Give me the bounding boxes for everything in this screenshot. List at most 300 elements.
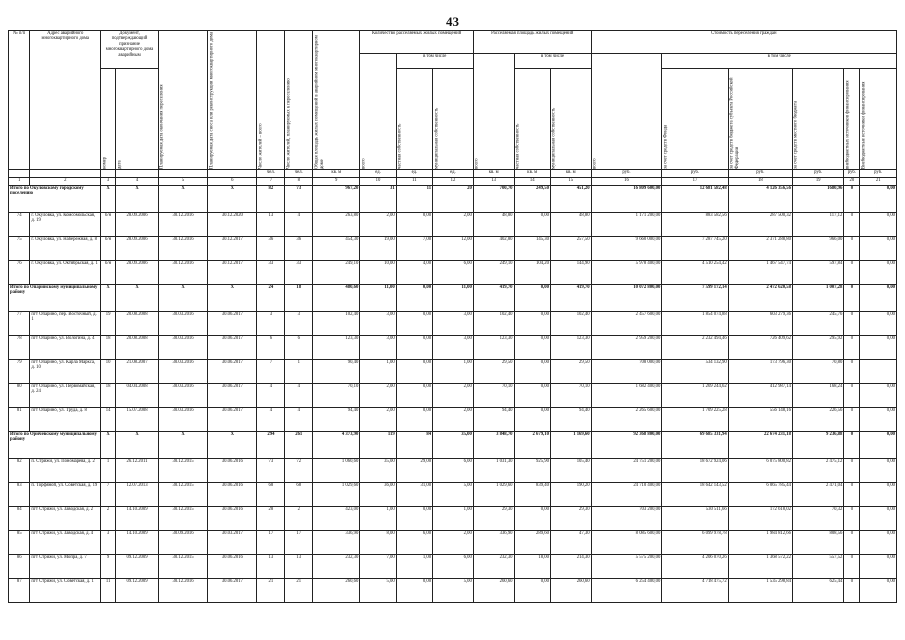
table-cell: 6 099 978,78 xyxy=(662,531,728,555)
table-cell: 7 287 745,20 xyxy=(662,237,728,261)
table-cell: 77 xyxy=(9,312,30,336)
table-cell: 967,20 xyxy=(313,186,360,213)
table-cell: X xyxy=(208,186,257,213)
column-number-cell: 3 xyxy=(101,178,116,186)
table-cell: 1 709 225,28 xyxy=(662,408,728,432)
table-cell: 6 075 800,82 xyxy=(728,459,792,483)
table-cell: 419,70 xyxy=(550,285,591,312)
column-number-cell: 1 xyxy=(9,178,30,186)
table-cell: 419,70 xyxy=(473,285,514,312)
col-cost-extra2-header: Внебюджетные источники финансирования xyxy=(860,69,897,170)
table-cell: X xyxy=(208,432,257,459)
table-cell: 1 854 074,88 xyxy=(662,312,728,336)
table-cell: 3 xyxy=(257,312,285,336)
table-cell: б/н xyxy=(101,237,116,261)
table-cell: 30.12.2016 xyxy=(158,213,207,237)
table-cell: 0,00 xyxy=(860,336,897,360)
unit-cell: чел. xyxy=(285,170,313,178)
table-cell: 10,00 xyxy=(360,261,396,285)
table-cell: 73 xyxy=(285,186,313,213)
table-cell: 0,00 xyxy=(396,408,432,432)
table-cell: 5,00 xyxy=(433,579,474,603)
unit-cell: кв. м xyxy=(473,170,514,178)
table-cell: 336,90 xyxy=(473,531,514,555)
col-count-municipal-header: муниципальная собственность xyxy=(433,69,474,170)
table-cell: 402,80 xyxy=(473,237,514,261)
table-cell: 70,10 xyxy=(550,384,591,408)
table-cell: 2 232 494,46 xyxy=(662,336,728,360)
table-cell: 29,50 xyxy=(473,360,514,384)
col-cost-fund-header: за счет средств Фонда xyxy=(662,69,728,170)
table-cell: 839,40 xyxy=(514,483,550,507)
table-cell: 30.09.2016 xyxy=(158,531,207,555)
table-cell: 2 471,04 xyxy=(792,483,843,507)
table-cell: 0,00 xyxy=(396,336,432,360)
table-cell: 30.12.2017 xyxy=(208,261,257,285)
table-cell: 29,00 xyxy=(396,459,432,483)
table-cell: 1 029,60 xyxy=(473,483,514,507)
table-cell: 3,00 xyxy=(433,312,474,336)
table-cell: 117,12 xyxy=(792,213,843,237)
table-cell: 1,00 xyxy=(433,360,474,384)
table-cell: 11,00 xyxy=(360,285,396,312)
table-cell: 18 xyxy=(285,285,313,312)
table-cell: 14.10.2009 xyxy=(116,507,159,531)
unit-cell: ед. xyxy=(360,170,396,178)
table-cell: пгт Стрижи, ул. Мопра, д. 7 xyxy=(30,555,101,579)
table-cell: 24 710 400,00 xyxy=(591,483,662,507)
table-cell: 0,00 xyxy=(396,312,432,336)
table-cell: 1 535 298,84 xyxy=(728,579,792,603)
table-row xyxy=(9,237,897,261)
table-cell: 7,00 xyxy=(360,555,396,579)
table-cell: 2,00 xyxy=(433,531,474,555)
table-cell: 0,00 xyxy=(860,213,897,237)
table-cell: 21 xyxy=(285,579,313,603)
table-cell: 4,00 xyxy=(396,261,432,285)
table-cell: пгт Опарино, пер. Восточный, д. 1 xyxy=(30,312,101,336)
table-cell: 0,00 xyxy=(396,360,432,384)
table-cell: 12,00 xyxy=(433,237,474,261)
table-cell: 703 200,00 xyxy=(591,507,662,531)
column-number-cell: 7 xyxy=(257,178,285,186)
table-cell: Итого по Окуловскому городскому поселению xyxy=(9,186,101,213)
table-cell: 30.06.2016 xyxy=(208,459,257,483)
table-cell: 4 126 356,56 xyxy=(728,186,792,213)
table-cell: 0,00 xyxy=(514,285,550,312)
unit-cell xyxy=(30,170,101,178)
table-cell: 36 xyxy=(257,237,285,261)
table-cell: 18 xyxy=(101,336,116,360)
table-cell: 11 xyxy=(101,579,116,603)
table-cell: 30.03.2016 xyxy=(158,384,207,408)
table-cell: пгт Опарино, ул. Первомайская, д. 24 xyxy=(30,384,101,408)
table-cell: 0,00 xyxy=(860,555,897,579)
unit-cell: руб. xyxy=(792,170,843,178)
table-cell: 14 xyxy=(101,408,116,432)
table-cell: 0,00 xyxy=(860,507,897,531)
table-cell: 11 xyxy=(396,186,432,213)
table-cell: 123,30 xyxy=(473,336,514,360)
column-number-cell: 16 xyxy=(591,178,662,186)
table-cell: 260,60 xyxy=(550,579,591,603)
table-cell: 09.12.2009 xyxy=(116,555,159,579)
column-number-cell: 11 xyxy=(396,178,432,186)
count-incl-header: в том числе xyxy=(396,54,473,69)
table-cell: 3,00 xyxy=(360,312,396,336)
table-cell: г. Окуловка, ул. Комсомольская, д. 19 xyxy=(30,213,101,237)
table-cell: 1 031,30 xyxy=(473,459,514,483)
table-cell: 289,60 xyxy=(514,531,550,555)
table-cell: 4 373,90 xyxy=(313,432,360,459)
table-cell: 21.08.2007 xyxy=(116,360,159,384)
table-cell: 73 xyxy=(257,459,285,483)
table-row xyxy=(9,261,897,285)
table-cell: 69 685 331,94 xyxy=(662,432,728,459)
table-cell: 17 xyxy=(257,531,285,555)
table-cell: 119 xyxy=(360,432,396,459)
table-row xyxy=(9,384,897,408)
table-cell: 6,00 xyxy=(396,531,432,555)
table-cell: 4 510 254,42 xyxy=(662,261,728,285)
table-cell: 4 xyxy=(257,408,285,432)
col-cost-total-header: всего xyxy=(591,54,662,170)
table-cell: 04.04.2008 xyxy=(116,384,159,408)
table-cell: 30.12.2017 xyxy=(208,237,257,261)
table-cell: 0 xyxy=(844,360,860,384)
table-cell: 1 269 244,62 xyxy=(662,384,728,408)
table-cell: 451,20 xyxy=(550,186,591,213)
unit-cell xyxy=(116,170,159,178)
subtotal-row xyxy=(9,432,897,459)
table-cell: 24 xyxy=(257,285,285,312)
table-cell: 0,00 xyxy=(860,285,897,312)
table-cell: 173 796,30 xyxy=(728,360,792,384)
table-cell: 30.03.2016 xyxy=(158,336,207,360)
table-cell: 30.12.2016 xyxy=(158,237,207,261)
unit-cell: руб. xyxy=(860,170,897,178)
col-area-private-header: частная собственность xyxy=(514,69,550,170)
table-cell: 0 xyxy=(844,186,860,213)
table-cell: 28.09.2006 xyxy=(116,237,159,261)
table-cell: X xyxy=(158,186,207,213)
table-cell: 0,00 xyxy=(860,579,897,603)
subtotal-row xyxy=(9,186,897,213)
table-cell: 13 xyxy=(257,213,285,237)
col-demolition-date-header: Планируемая дата сноса или реконструкции многоквартирного дома xyxy=(208,31,257,170)
table-cell: 31,00 xyxy=(396,483,432,507)
table-cell: X xyxy=(116,432,159,459)
table-cell: 6 xyxy=(257,336,285,360)
table-cell: 15.07.2008 xyxy=(116,408,159,432)
table-cell: 625,44 xyxy=(792,579,843,603)
table-cell: 5,00 xyxy=(433,483,474,507)
table-cell: Итого по Оричевскому муниципальному району xyxy=(9,432,101,459)
unit-cell: чел. xyxy=(257,170,285,178)
column-number-cell: 15 xyxy=(550,178,591,186)
table-cell: 123,30 xyxy=(550,336,591,360)
table-cell: X xyxy=(116,285,159,312)
resettlement-table xyxy=(8,30,897,603)
table-cell: пгт Опарино, ул. Карла Маркса, д. 10 xyxy=(30,360,101,384)
table-cell: X xyxy=(158,285,207,312)
table-cell: 29,30 xyxy=(473,507,514,531)
table-cell: 1680,96 xyxy=(792,186,843,213)
table-cell: 249,50 xyxy=(514,186,550,213)
table-cell: 1 984 812,66 xyxy=(728,531,792,555)
table-cell: 0,00 xyxy=(860,237,897,261)
table-cell: 123,30 xyxy=(313,336,360,360)
column-numbers-row xyxy=(9,178,897,186)
table-cell: 4 xyxy=(285,213,313,237)
table-cell: б/н xyxy=(101,261,116,285)
table-cell: X xyxy=(158,432,207,459)
table-cell: 2,00 xyxy=(433,408,474,432)
table-cell: Итого по Опаринскому муниципальному району xyxy=(9,285,101,312)
table-cell: 30.12.2015 xyxy=(158,507,207,531)
table-cell: б/н xyxy=(101,213,116,237)
table-cell: г. Окуловка, ул. Октябрьская, д. 1 xyxy=(30,261,101,285)
table-cell: 28.09.2006 xyxy=(116,213,159,237)
table-cell: пгт Опарино, ул. Труда, д. 8 xyxy=(30,408,101,432)
table-cell: 8,00 xyxy=(360,531,396,555)
table-cell: 1,00 xyxy=(396,555,432,579)
table-cell: 966,00 xyxy=(792,237,843,261)
table-cell: 24 751 200,00 xyxy=(591,459,662,483)
table-cell: 30.06.2017 xyxy=(208,312,257,336)
table-cell: 1 029,60 xyxy=(313,483,360,507)
table-cell: 2,00 xyxy=(433,384,474,408)
col-count-private-header: частная собственность xyxy=(396,69,432,170)
table-cell: 84 xyxy=(396,432,432,459)
table-cell: 20.08.2008 xyxy=(116,336,159,360)
table-cell: 30.03.2016 xyxy=(158,408,207,432)
table-cell: 20 xyxy=(433,186,474,213)
table-cell: 245,76 xyxy=(792,312,843,336)
table-cell: 30.12.2020 xyxy=(208,213,257,237)
table-cell: 22 674 231,18 xyxy=(728,432,792,459)
unit-cell: руб. xyxy=(728,170,792,178)
column-number-cell: 20 xyxy=(844,178,860,186)
table-cell: 90,40 xyxy=(313,360,360,384)
table-cell: 1,00 xyxy=(360,360,396,384)
table-cell: 0 xyxy=(844,483,860,507)
table-cell: 294 xyxy=(257,432,285,459)
table-cell: X xyxy=(116,186,159,213)
table-cell: 3,00 xyxy=(433,336,474,360)
table-cell: 09.12.2009 xyxy=(116,579,159,603)
table-cell: 5,00 xyxy=(360,579,396,603)
table-cell: 105,40 xyxy=(550,459,591,483)
table-cell: 86 xyxy=(9,555,30,579)
table-cell: 1,00 xyxy=(433,507,474,531)
table-cell: 5 978 400,00 xyxy=(591,261,662,285)
group-area-header: Расселяемая площадь жилых помещений xyxy=(473,31,591,54)
table-cell: 700,70 xyxy=(473,186,514,213)
table-cell: 2 472 620,58 xyxy=(728,285,792,312)
table-cell: 8 085 600,00 xyxy=(591,531,662,555)
column-number-cell: 5 xyxy=(158,178,207,186)
column-number-cell: 17 xyxy=(662,178,728,186)
table-cell: 5 575 200,00 xyxy=(591,555,662,579)
table-cell: 2 xyxy=(285,507,313,531)
table-cell: 2 475,12 xyxy=(792,459,843,483)
table-cell: 94,40 xyxy=(313,408,360,432)
table-cell: 336,90 xyxy=(313,531,360,555)
table-cell: 68 xyxy=(285,483,313,507)
table-cell: 261 xyxy=(285,432,313,459)
table-cell: 3 848,70 xyxy=(473,432,514,459)
table-row xyxy=(9,459,897,483)
column-number-cell: 18 xyxy=(728,178,792,186)
table-cell: 6 254 400,00 xyxy=(591,579,662,603)
unit-cell xyxy=(9,170,30,178)
table-cell: 808,56 xyxy=(792,531,843,555)
table-cell: 0,00 xyxy=(396,213,432,237)
table-row xyxy=(9,579,897,603)
table-cell: 4 206 070,26 xyxy=(662,555,728,579)
table-cell: 16 809 600,00 xyxy=(591,186,662,213)
table-cell: п. Стрижи, ул. Пономарева, д. 2 xyxy=(30,459,101,483)
table-cell: 0 xyxy=(844,579,860,603)
table-cell: 480,60 xyxy=(313,285,360,312)
col-address-header: Адрес аварийного многоквартирного дома xyxy=(30,31,101,170)
table-cell: 30.12.2015 xyxy=(158,555,207,579)
table-cell: 423,00 xyxy=(313,507,360,531)
table-cell: X xyxy=(101,186,116,213)
table-cell: 31 xyxy=(360,186,396,213)
unit-cell: кв. м xyxy=(550,170,591,178)
table-row xyxy=(9,213,897,237)
table-cell: 70,32 xyxy=(792,507,843,531)
table-cell: 0 xyxy=(844,384,860,408)
table-cell: пгт Стрижи, ул. Заводская, д. 2 xyxy=(30,507,101,531)
table-cell: 1 xyxy=(101,459,116,483)
table-cell: 72 xyxy=(285,459,313,483)
table-cell: 87 xyxy=(9,579,30,603)
table-cell: 13 xyxy=(257,555,285,579)
table-cell: 82 xyxy=(257,186,285,213)
table-cell: 0,00 xyxy=(396,384,432,408)
table-cell: 0 xyxy=(844,408,860,432)
table-cell: 48,80 xyxy=(473,213,514,237)
table-cell: 76 xyxy=(9,261,30,285)
col-cost-local-header: за счет средств местного бюджета xyxy=(792,69,843,170)
table-cell: 81 xyxy=(9,408,30,432)
table-cell: 35,00 xyxy=(433,432,474,459)
table-cell: 214,30 xyxy=(550,555,591,579)
table-cell: 0,00 xyxy=(860,312,897,336)
table-cell: 7 xyxy=(257,360,285,384)
table-cell: 2 265 600,00 xyxy=(591,408,662,432)
table-cell: 2,00 xyxy=(360,384,396,408)
table-cell: 0,00 xyxy=(860,483,897,507)
table-cell: 1 007,28 xyxy=(792,285,843,312)
table-cell: 7,00 xyxy=(396,237,432,261)
table-cell: 1 xyxy=(285,360,313,384)
col-doc-date-header: дата xyxy=(116,69,159,170)
col-resettled-header: Число жителей, планируемых к переселению xyxy=(285,31,313,170)
table-cell: 226,56 xyxy=(792,408,843,432)
table-cell: 557,52 xyxy=(792,555,843,579)
table-cell: 144,90 xyxy=(550,261,591,285)
unit-cell xyxy=(158,170,207,178)
table-cell: 12 681 582,48 xyxy=(662,186,728,213)
column-number-cell: 6 xyxy=(208,178,257,186)
table-cell: 883 582,56 xyxy=(662,213,728,237)
table-cell: 2,00 xyxy=(360,213,396,237)
table-cell: 145,30 xyxy=(514,237,550,261)
table-cell: 2 457 600,00 xyxy=(591,312,662,336)
table-cell: 925,90 xyxy=(514,459,550,483)
table-cell: 102,40 xyxy=(473,312,514,336)
table-cell: 597,84 xyxy=(792,261,843,285)
table-row xyxy=(9,360,897,384)
unit-cell: руб. xyxy=(591,170,662,178)
table-cell: 36,00 xyxy=(360,483,396,507)
table-cell: 4 xyxy=(285,384,313,408)
table-cell: 10 xyxy=(101,360,116,384)
table-cell: 14.10.2009 xyxy=(116,531,159,555)
table-cell: 0,00 xyxy=(860,186,897,213)
col-area-municipal-header: муниципальная собственность xyxy=(550,69,591,170)
table-cell: пгт Опарино, ул. Вологина, д. 4 xyxy=(30,336,101,360)
table-cell: 30.06.2016 xyxy=(208,483,257,507)
table-cell: 0,00 xyxy=(860,384,897,408)
table-cell: 0 xyxy=(844,237,860,261)
table-cell: 30.06.2017 xyxy=(208,336,257,360)
table-cell: 29,50 xyxy=(550,360,591,384)
table-cell: 70,10 xyxy=(313,384,360,408)
col-doc-number-header: номер xyxy=(101,69,116,170)
table-cell: 47,30 xyxy=(550,531,591,555)
table-cell: 0 xyxy=(844,285,860,312)
table-cell: 82 xyxy=(9,459,30,483)
col-cost-extra-header: внебюджетных источников финансирования xyxy=(844,69,860,170)
table-cell: 30.12.2015 xyxy=(158,483,207,507)
unit-cell: кв. м xyxy=(514,170,550,178)
table-cell: 6,00 xyxy=(433,555,474,579)
column-number-cell: 10 xyxy=(360,178,396,186)
table-cell: 0,00 xyxy=(860,531,897,555)
table-cell: 6 065 785,44 xyxy=(728,483,792,507)
table-cell: 708 000,00 xyxy=(591,360,662,384)
table-cell: 530 511,66 xyxy=(662,507,728,531)
table-cell: 0,00 xyxy=(396,579,432,603)
col-area-total-header: всего xyxy=(473,54,514,170)
table-row xyxy=(9,507,897,531)
table-cell: 0 xyxy=(844,507,860,531)
table-cell: 0,00 xyxy=(514,507,550,531)
table-cell: 104,20 xyxy=(514,261,550,285)
column-number-cell: 9 xyxy=(313,178,360,186)
table-cell: X xyxy=(208,285,257,312)
unit-cell: ед. xyxy=(396,170,432,178)
table-cell: 263,80 xyxy=(313,213,360,237)
table-cell: 18 642 143,52 xyxy=(662,483,728,507)
table-cell: 30.03.2016 xyxy=(158,312,207,336)
table-cell: 168,24 xyxy=(792,384,843,408)
table-cell: 102,40 xyxy=(313,312,360,336)
table-row xyxy=(9,408,897,432)
table-cell: 48,80 xyxy=(550,213,591,237)
table-cell: 726 409,62 xyxy=(728,336,792,360)
table-row xyxy=(9,531,897,555)
table-cell: пгт Стрижи, ул. Заводская, д. 4 xyxy=(30,531,101,555)
col-count-total-header: всего xyxy=(360,54,396,170)
table-cell: 18,00 xyxy=(514,555,550,579)
table-cell: 2 371 288,80 xyxy=(728,237,792,261)
